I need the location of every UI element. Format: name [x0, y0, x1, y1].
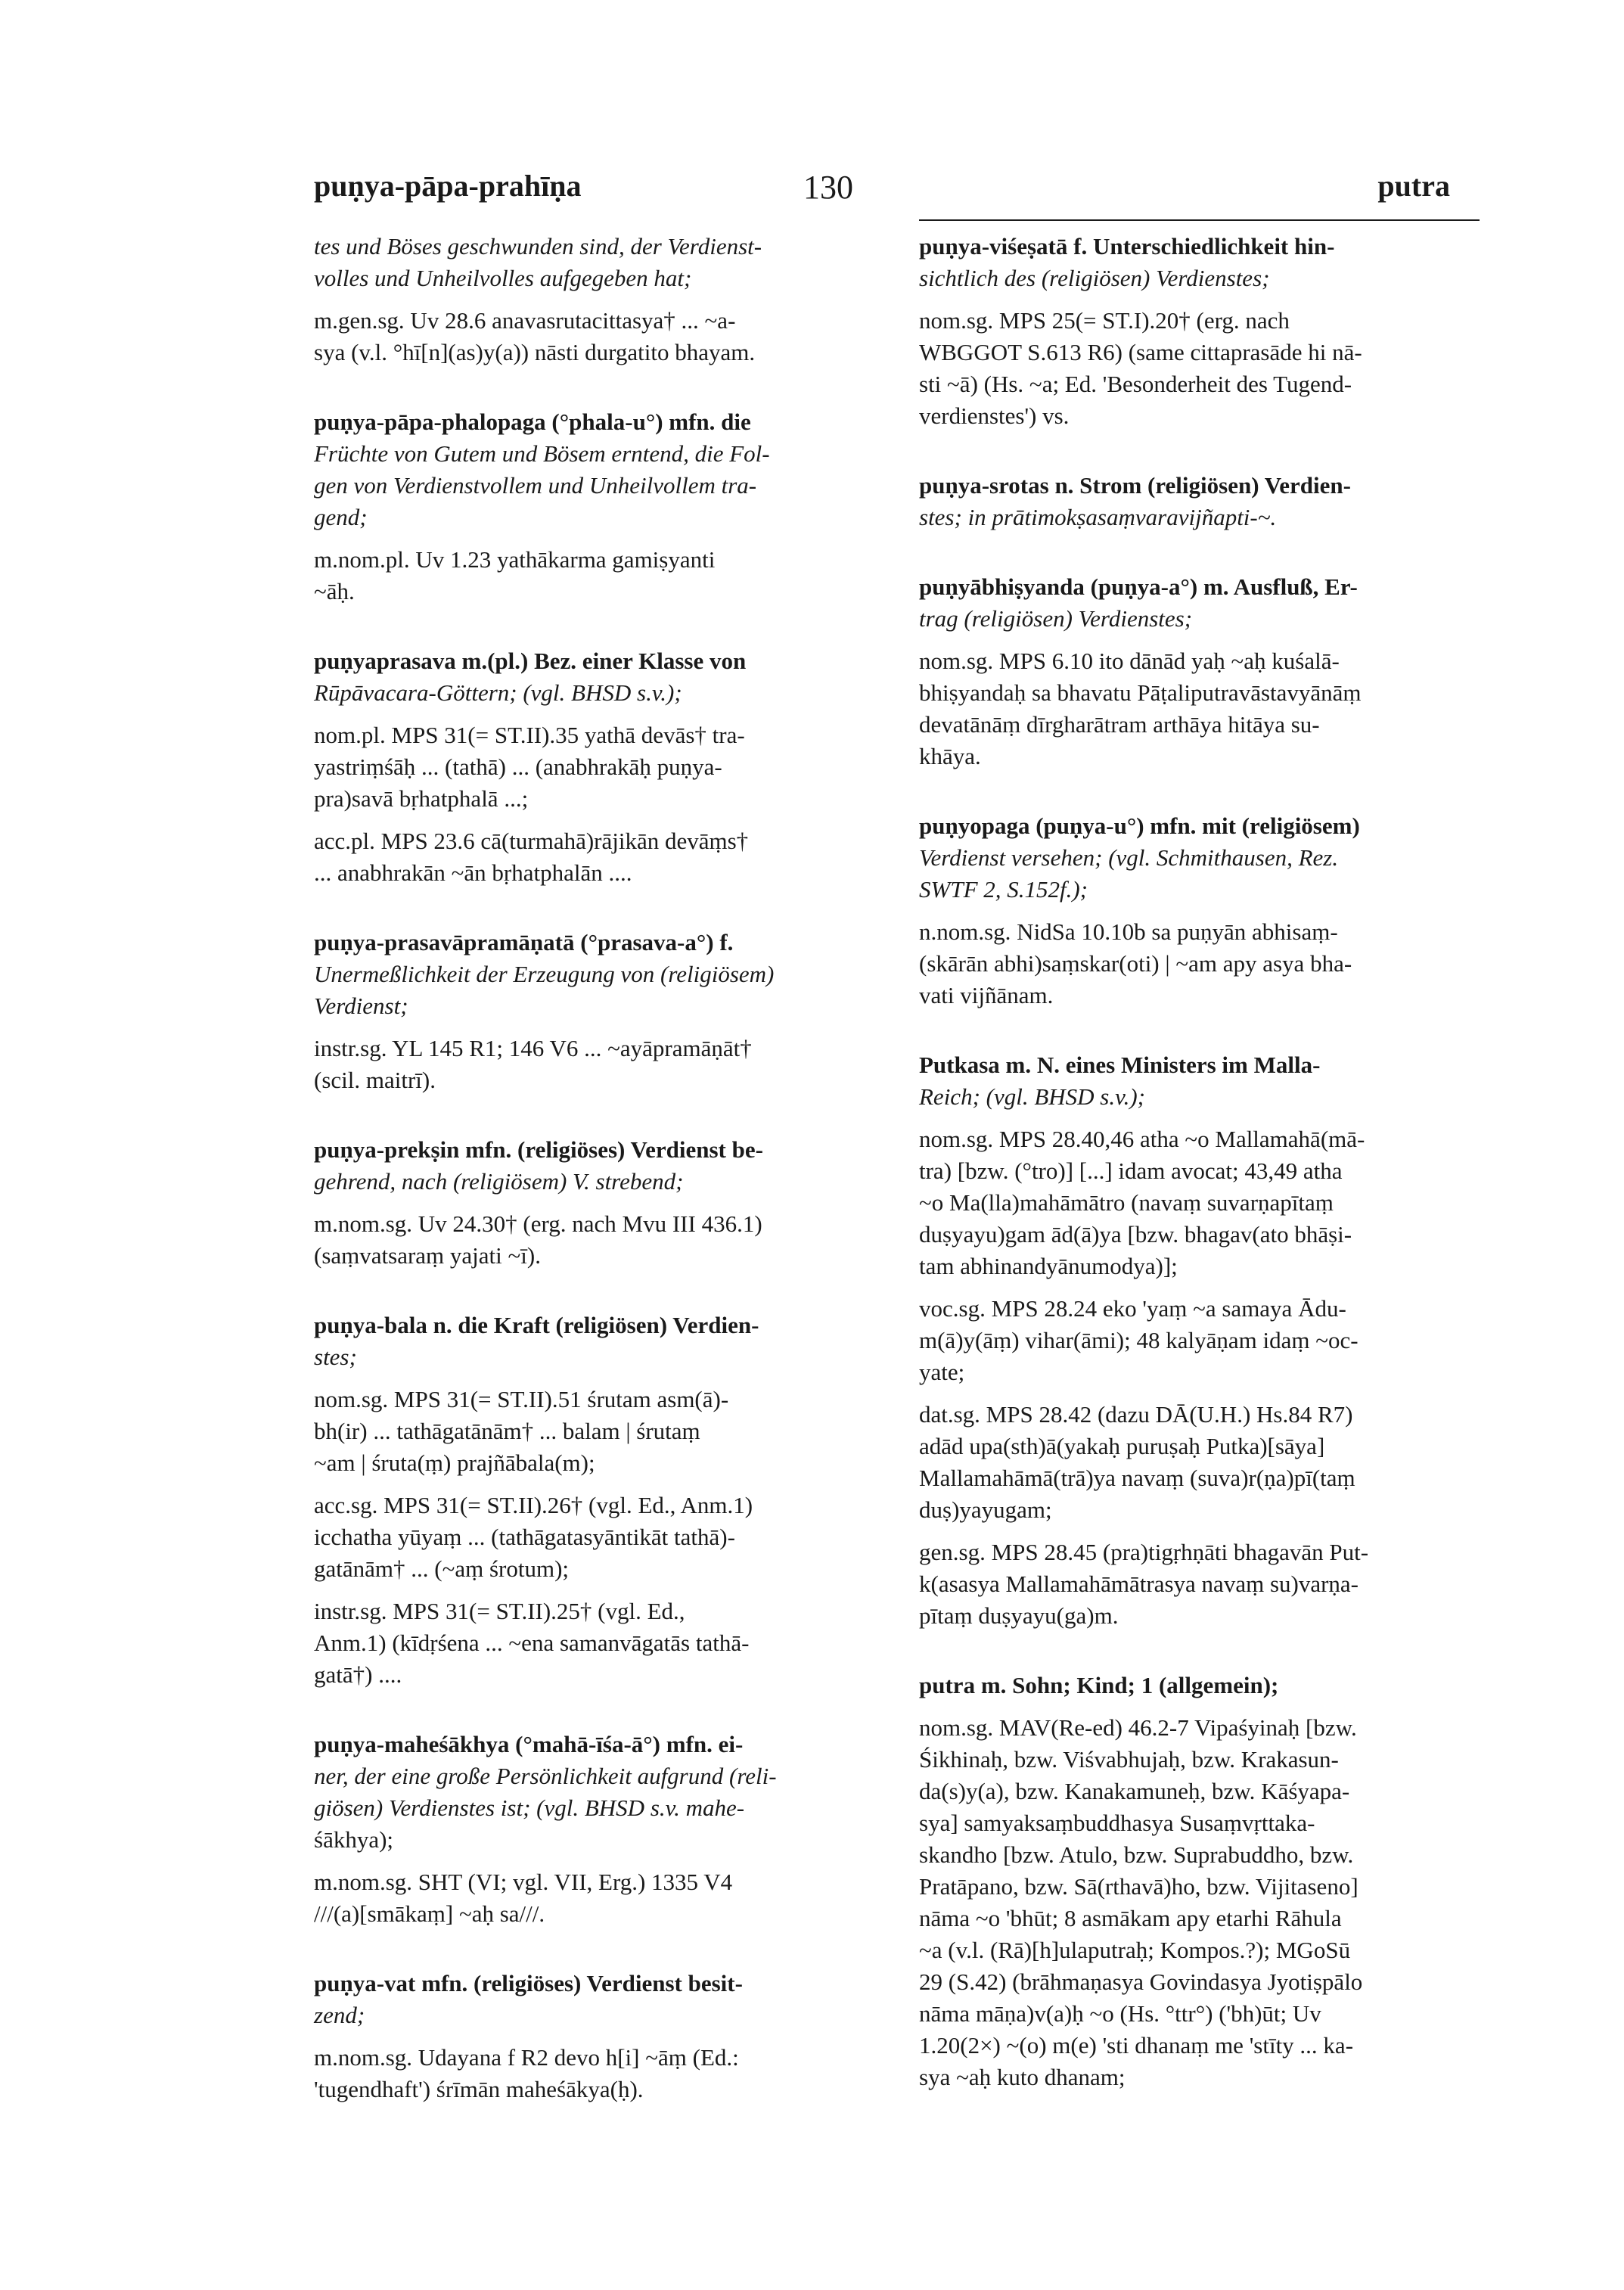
- entry-text-line: m.nom.sg. SHT (VI; vgl. VII, Erg.) 1335 V4: [314, 1869, 733, 1895]
- entry-text-line: Reich; (vgl. BHSD s.v.);: [919, 1083, 1145, 1110]
- spacer: [919, 1282, 1483, 1293]
- entry-text-line: sya] samyaksaṃbuddhasya Susaṃvṛttaka-: [919, 1810, 1315, 1836]
- entry-text-line: ~am | śruta(ṃ) prajñābala(m);: [314, 1450, 595, 1476]
- entry-text-line: 1.20(2×) ~(o) m(e) 'sti dhanaṃ me 'stīty ... ka-: [919, 2032, 1354, 2059]
- entry-headword-line: puṇya-vat mfn. (religiöses) Verdienst besit-: [314, 1970, 743, 1996]
- entry-text-line: pra)savā bṛhatphalā ...;: [314, 785, 529, 812]
- entry-text-line: dat.sg. MPS 28.42 (dazu DĀ(U.H.) Hs.84 R7): [919, 1401, 1353, 1428]
- dictionary-entry: [919, 810, 1483, 1011]
- right-column: [919, 231, 1483, 2131]
- entry-text-line: tam abhinandyānumodya)];: [919, 1253, 1178, 1279]
- entry-text-line: icchatha yūyaṃ ... (tathāgatasyāntikāt tathā)-: [314, 1524, 735, 1550]
- spacer: [314, 294, 877, 305]
- column-rule: [919, 219, 1480, 221]
- entry-headword-line: puṇyaprasava m.(pl.) Bez. einer Klasse von: [314, 648, 747, 674]
- spacer: [919, 906, 1483, 916]
- entry-text-line: ///(a)[smākaṃ] ~aḥ sa///.: [314, 1900, 545, 1927]
- entry-text-line: 29 (S.42) (brāhmaṇasya Govindasya Jyotiṣpālo: [919, 1968, 1363, 1995]
- spacer: [919, 1388, 1483, 1399]
- dictionary-entry: [919, 1049, 1483, 1632]
- dictionary-entry: [314, 1968, 877, 2105]
- entry-text-line: bhiṣyandaḥ sa bhavatu Pāṭaliputravāstavyānāṃ: [919, 679, 1362, 706]
- entry-text-line: voc.sg. MPS 28.24 eko 'yaṃ ~a samaya Ādu-: [919, 1295, 1346, 1322]
- dictionary-entry: [314, 645, 877, 889]
- entry-text-line: m.nom.sg. Udayana f R2 devo h[i] ~āṃ (Ed.:: [314, 2044, 739, 2071]
- dictionary-entry: [919, 470, 1483, 533]
- entry-text-line: giösen) Verdienstes ist; (vgl. BHSD s.v. mahe-: [314, 1794, 745, 1821]
- entry-text-line: nom.sg. MPS 25(= ST.I).20† (erg. nach: [919, 307, 1290, 334]
- entry-text-line: skandho [bzw. Atulo, bzw. Suprabuddho, bzw.: [919, 1841, 1354, 1868]
- entry-headword-line: puṇya-prekṣin mfn. (religiöses) Verdienst be-: [314, 1136, 763, 1163]
- spacer: [314, 1585, 877, 1596]
- dictionary-entry: [314, 927, 877, 1096]
- entry-headword-line: puṇyopaga (puṇya-u°) mfn. mit (religiösem): [919, 813, 1360, 839]
- entry-text-line: sya (v.l. °hī[n](as)y(a)) nāsti durgatito bhayam.: [314, 339, 756, 365]
- entry-text-line: gen.sg. MPS 28.45 (pra)tigṛhṇāti bhagavān Put-: [919, 1539, 1369, 1565]
- dictionary-entry: [919, 571, 1483, 772]
- entry-text-line: instr.sg. YL 145 R1; 146 V6 ... ~ayāpramāṇāt†: [314, 1035, 752, 1061]
- page-header: [0, 168, 1624, 213]
- entry-headword-line: puṇya-viśeṣatā f. Unterschiedlichkeit hin-: [919, 233, 1335, 259]
- dictionary-entry: [314, 1310, 877, 1691]
- dictionary-entry: [919, 1670, 1483, 2093]
- entry-text-line: acc.sg. MPS 31(= ST.II).26† (vgl. Ed., Anm.1): [314, 1492, 753, 1518]
- dictionary-entry: [314, 406, 877, 607]
- spacer: [919, 1526, 1483, 1537]
- entry-text-line: m.nom.pl. Uv 1.23 yathākarma gamiṣyanti: [314, 546, 716, 573]
- header-right-keyword: putra: [1377, 169, 1450, 203]
- entry-text-line: Rūpāvacara-Göttern; (vgl. BHSD s.v.);: [314, 679, 682, 706]
- entry-headword-line: puṇyābhiṣyanda (puṇya-a°) m. Ausfluß, Er-: [919, 573, 1358, 600]
- entry-headword-line: putra m. Sohn; Kind; 1 (allgemein);: [919, 1672, 1279, 1698]
- entry-headword-line: puṇya-maheśākhya (°mahā-īśa-ā°) mfn. ei-: [314, 1731, 744, 1757]
- entry-text-line: nom.sg. MPS 31(= ST.II).51 śrutam asm(ā)-: [314, 1386, 729, 1412]
- entry-text-line: nom.sg. MPS 28.40,46 atha ~o Mallamahā(mā-: [919, 1126, 1365, 1152]
- entry-text-line: vati vijñānam.: [919, 982, 1054, 1008]
- entry-text-line: nāma ~o 'bhūt; 8 asmākam apy etarhi Rāhula: [919, 1905, 1342, 1931]
- entry-text-line: Śikhinaḥ, bzw. Viśvabhujaḥ, bzw. Krakasun-: [919, 1746, 1339, 1773]
- entry-text-line: tra) [bzw. (°tro)] [...] idam avocat; 43,49 atha: [919, 1157, 1343, 1184]
- entry-text-line: m(ā)y(āṃ) vihar(āmi); 48 kalyāṇam idaṃ ~oc-: [919, 1327, 1359, 1353]
- entry-text-line: tes und Böses geschwunden sind, der Verdienst-: [314, 233, 762, 259]
- spacer: [314, 1373, 877, 1384]
- entry-text-line: trag (religiösen) Verdienstes;: [919, 605, 1193, 632]
- entry-text-line: Unermeßlichkeit der Erzeugung von (religiösem): [314, 961, 775, 987]
- spacer: [919, 1113, 1483, 1123]
- entry-text-line: sichtlich des (religiösen) Verdienstes;: [919, 265, 1270, 291]
- entry-text-line: ~a (v.l. (Rā)[h]ulaputraḥ; Kompos.?); MGoSū: [919, 1937, 1351, 1963]
- entry-text-line: ner, der eine große Persönlichkeit aufgrund (reli-: [314, 1763, 777, 1789]
- entry-text-line: sti ~ā) (Hs. ~a; Ed. 'Besonderheit des Tugend-: [919, 371, 1352, 397]
- entry-text-line: adād upa(sth)ā(yakaḥ puruṣaḥ Putka)[sāya]: [919, 1433, 1325, 1459]
- spacer: [314, 2031, 877, 2042]
- entry-text-line: khāya.: [919, 743, 981, 769]
- spacer: [919, 635, 1483, 645]
- entry-text-line: n.nom.sg. NidSa 10.10b sa puṇyān abhisaṃ-: [919, 918, 1338, 945]
- entry-text-line: nom.sg. MAV(Re-ed) 46.2-7 Vipaśyinaḥ [bzw.: [919, 1714, 1357, 1741]
- entry-headword-line: puṇya-srotas n. Strom (religiösen) Verdien-: [919, 472, 1351, 499]
- entry-text-line: devatānāṃ dīrgharātram arthāya hitāya su-: [919, 711, 1320, 738]
- page-number: 130: [803, 169, 853, 206]
- dictionary-entry: [919, 231, 1483, 432]
- dictionary-entry: [314, 1134, 877, 1272]
- entry-text-line: m.gen.sg. Uv 28.6 anavasrutacittasya† ... ~a-: [314, 307, 736, 334]
- entry-text-line: ... anabhrakān ~ān bṛhatphalān ....: [314, 859, 632, 886]
- entry-text-line: 'tugendhaft') śrīmān maheśākya(ḥ).: [314, 2076, 644, 2102]
- entry-text-line: duṣ)yayugam;: [919, 1496, 1052, 1523]
- left-column: [314, 231, 877, 2143]
- entry-text-line: Mallamahāmā(trā)ya navaṃ (suva)r(ṇa)pī(taṃ: [919, 1465, 1355, 1491]
- entry-text-line: (saṃvatsaraṃ yajati ~ī).: [314, 1242, 541, 1269]
- entry-headword-line: puṇya-pāpa-phalopaga (°phala-u°) mfn. die: [314, 409, 751, 435]
- entry-text-line: bh(ir) ... tathāgatānām† ... balam | śrutaṃ: [314, 1418, 700, 1444]
- entry-text-line: nom.pl. MPS 31(= ST.II).35 yathā devās† tra-: [314, 722, 745, 748]
- entry-headword-line: puṇya-prasavāpramāṇatā (°prasava-a°) f.: [314, 929, 734, 955]
- spacer: [314, 1198, 877, 1208]
- entry-text-line: acc.pl. MPS 23.6 cā(turmahā)rājikān devāṃs†: [314, 828, 749, 854]
- header-left-keyword: puṇya-pāpa-prahīṇa: [314, 169, 582, 203]
- entry-text-line: gatā†) ....: [314, 1661, 402, 1688]
- entry-text-line: zend;: [314, 2002, 365, 2028]
- entry-text-line: gen von Verdienstvollem und Unheilvollem tra-: [314, 472, 757, 499]
- spacer: [314, 1022, 877, 1033]
- entry-text-line: Verdienst;: [314, 993, 408, 1019]
- entry-text-line: gatānām† ... (~aṃ śrotum);: [314, 1555, 570, 1582]
- entry-text-line: Pratāpano, bzw. Sā(rthavā)ho, bzw. Vijitaseno]: [919, 1873, 1359, 1900]
- entry-text-line: stes; in prātimokṣasaṃvaravijñapti-~.: [919, 504, 1277, 530]
- entry-text-line: ~āḥ.: [314, 578, 355, 604]
- entry-text-line: pītaṃ duṣyayu(ga)m.: [919, 1602, 1119, 1629]
- entry-text-line: Verdienst versehen; (vgl. Schmithausen, Rez.: [919, 844, 1339, 871]
- entry-text-line: (scil. maitrī).: [314, 1067, 436, 1093]
- entry-text-line: stes;: [314, 1344, 357, 1370]
- dictionary-entry: [314, 1729, 877, 1930]
- spacer: [314, 815, 877, 825]
- entry-text-line: volles und Unheilvolles aufgegeben hat;: [314, 265, 692, 291]
- spacer: [919, 294, 1483, 305]
- spacer: [919, 1701, 1483, 1712]
- entry-text-line: k(asasya Mallamahāmātrasya navaṃ su)varṇa-: [919, 1571, 1359, 1597]
- entry-text-line: da(s)y(a), bzw. Kanakamuneḥ, bzw. Kāśyapa-: [919, 1778, 1350, 1804]
- dictionary-entry: [314, 231, 877, 368]
- spacer: [314, 1479, 877, 1490]
- entry-text-line: śākhya);: [314, 1826, 394, 1853]
- entry-text-line: Früchte von Gutem und Bösem erntend, die Fol-: [314, 440, 770, 467]
- entry-text-line: ~o Ma(lla)mahāmātro (navaṃ suvarṇapītaṃ: [919, 1189, 1334, 1216]
- entry-text-line: nom.sg. MPS 6.10 ito dānād yaḥ ~aḥ kuśalā-: [919, 648, 1340, 674]
- entry-text-line: gend;: [314, 504, 368, 530]
- entry-text-line: yastriṃśāḥ ... (tathā) ... (anabhrakāḥ puṇya-: [314, 753, 722, 780]
- entry-text-line: duṣyayu)gam ād(ā)ya [bzw. bhagav(ato bhāṣi-: [919, 1221, 1352, 1248]
- entry-text-line: nāma māṇa)v(a)ḥ ~o (Hs. °ttr°) ('bh)ūt; Uv: [919, 2000, 1321, 2027]
- entry-text-line: instr.sg. MPS 31(= ST.II).25† (vgl. Ed.,: [314, 1598, 685, 1624]
- entry-text-line: yate;: [919, 1359, 965, 1385]
- entry-text-line: (skārān abhi)saṃskar(oti) | ~am apy asya bha-: [919, 950, 1352, 977]
- entry-text-line: gehrend, nach (religiösem) V. strebend;: [314, 1168, 684, 1195]
- entry-headword-line: Putkasa m. N. eines Ministers im Malla-: [919, 1052, 1321, 1078]
- entry-text-line: SWTF 2, S.152f.);: [919, 876, 1088, 903]
- entry-text-line: verdienstes') vs.: [919, 402, 1070, 429]
- entry-headword-line: puṇya-bala n. die Kraft (religiösen) Verdien-: [314, 1312, 759, 1338]
- spacer: [314, 1856, 877, 1866]
- entry-text-line: m.nom.sg. Uv 24.30† (erg. nach Mvu III 436.1): [314, 1210, 762, 1237]
- spacer: [314, 533, 877, 544]
- entry-text-line: Anm.1) (kīdṛśena ... ~ena samanvāgatās tathā-: [314, 1630, 750, 1656]
- entry-text-line: sya ~aḥ kuto dhanam;: [919, 2064, 1126, 2090]
- entry-text-line: WBGGOT S.613 R6) (same cittaprasāde hi nā-: [919, 339, 1362, 365]
- spacer: [314, 709, 877, 719]
